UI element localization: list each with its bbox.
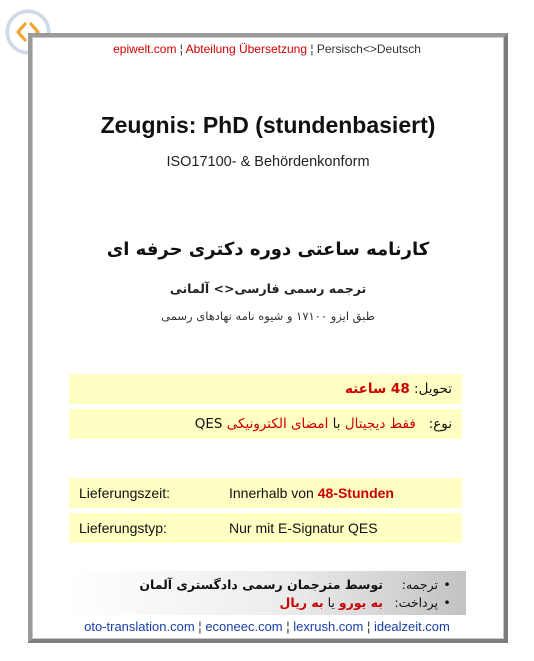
- info-box: [69, 571, 466, 615]
- de-delivery-prefix: Innerhalb von: [229, 485, 314, 501]
- payment-euro: به یورو: [338, 594, 383, 610]
- fa-type-esignature: امضای الکترونیکی: [226, 416, 329, 432]
- fa-delivery-bar: [69, 374, 462, 404]
- payment-rial: به ریال: [279, 594, 324, 610]
- link-lexrush[interactable]: lexrush.com: [293, 619, 364, 634]
- bullet: •: [443, 594, 451, 610]
- fa-type-qes: QES: [194, 416, 223, 432]
- de-type-value: Nur mit E-Signatur QES: [229, 520, 378, 536]
- payment-key: پرداخت:: [394, 594, 438, 610]
- link-epiwelt[interactable]: epiwelt.com: [113, 42, 177, 56]
- separator: ¦: [179, 42, 183, 56]
- fa-type-connector: با: [332, 416, 341, 432]
- de-type-bar: [69, 513, 462, 543]
- list-item: [79, 575, 456, 593]
- separator: ¦: [198, 619, 202, 634]
- translation-key: ترجمه:: [401, 576, 438, 592]
- link-department[interactable]: Abteilung Übersetzung: [185, 42, 308, 56]
- link-idealzeit[interactable]: idealzeit.com: [374, 619, 450, 634]
- fa-delivery-label: تحویل:: [414, 381, 452, 397]
- link-oto-translation[interactable]: oto-translation.com: [84, 619, 195, 634]
- fa-delivery-value: 48 ساعته: [344, 381, 410, 397]
- persian-standard-note: طبق ایزو ۱۷۱۰۰ و شیوه نامه نهادهای رسمی: [161, 309, 375, 323]
- de-delivery-bar: [69, 478, 462, 508]
- list-item: [79, 593, 456, 611]
- translation-value: توسط مترجمان رسمی دادگستری آلمان: [139, 576, 383, 592]
- de-delivery-label: Lieferungszeit:: [79, 485, 171, 501]
- payment-connector: یا: [327, 594, 335, 610]
- de-type-label: Lieferungstyp:: [79, 520, 167, 536]
- separator: ¦: [366, 619, 371, 634]
- fa-type-bar: [69, 409, 462, 439]
- fa-type-label: نوع:: [428, 416, 452, 432]
- persian-subtitle: ترجمه رسمی فارسی<> آلمانی: [169, 281, 367, 296]
- page-subtitle: ISO17100- & Behördenkonform: [166, 154, 370, 170]
- page-title: Zeugnis: PhD (stundenbasiert): [100, 112, 436, 138]
- bottom-links: [0, 619, 534, 634]
- de-delivery-value: 48-Stunden: [317, 485, 394, 501]
- fa-type-digital: فقط دیجیتال: [344, 416, 416, 432]
- language-pair: Persisch<>Deutsch: [316, 42, 421, 56]
- top-links: [0, 42, 534, 56]
- link-econeec[interactable]: econeec.com: [205, 619, 283, 634]
- bullet: •: [443, 576, 451, 592]
- separator: ¦: [310, 42, 314, 56]
- separator: ¦: [286, 619, 290, 634]
- persian-title: کارنامه ساعتی دوره دکتری حرفه ای: [106, 239, 430, 260]
